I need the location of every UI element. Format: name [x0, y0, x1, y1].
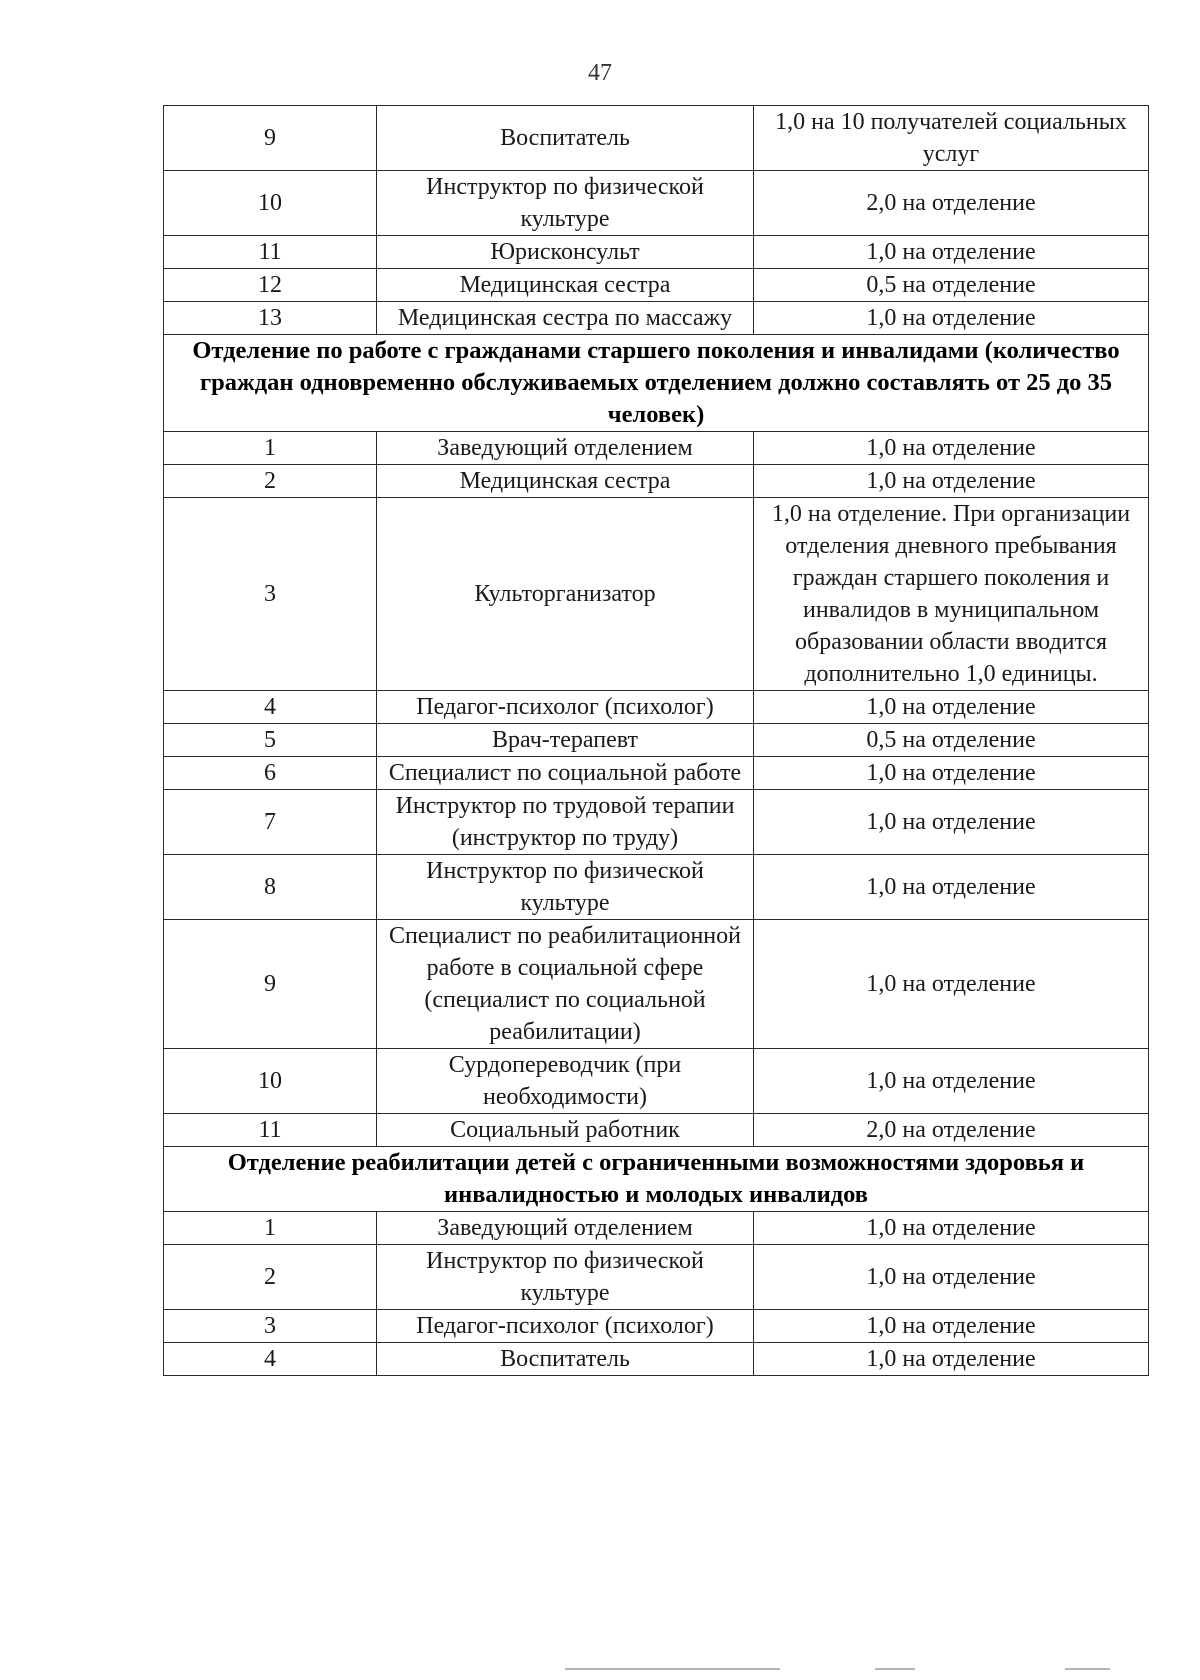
staff-norm: 1,0 на отделение. При организации отделения дневного пребывания граждан старшего поколения и инвалидов в муниципальном образовании области вводится дополнительно 1,0 единицы. — [754, 498, 1149, 691]
table-row — [164, 1049, 1149, 1114]
staff-norm: 1,0 на отделение — [754, 432, 1149, 465]
staff-norm: 1,0 на отделение — [754, 757, 1149, 790]
footer-rule — [1065, 1668, 1110, 1670]
row-number: 2 — [164, 465, 377, 498]
table-row — [164, 465, 1149, 498]
table-row — [164, 1245, 1149, 1310]
table-row — [164, 855, 1149, 920]
position-name: Воспитатель — [377, 106, 754, 171]
table-row — [164, 790, 1149, 855]
staff-norm: 0,5 на отделение — [754, 724, 1149, 757]
position-name: Культорганизатор — [377, 498, 754, 691]
row-number: 12 — [164, 269, 377, 302]
staff-norm: 1,0 на отделение — [754, 236, 1149, 269]
footer-rule — [875, 1668, 915, 1670]
row-number: 9 — [164, 106, 377, 171]
position-name: Педагог-психолог (психолог) — [377, 1310, 754, 1343]
section-header-row — [164, 335, 1149, 432]
staff-norm: 1,0 на отделение — [754, 465, 1149, 498]
position-name: Инструктор по физической культуре — [377, 171, 754, 236]
table-row — [164, 302, 1149, 335]
row-number: 6 — [164, 757, 377, 790]
table-row — [164, 1310, 1149, 1343]
page-number: 47 — [588, 60, 612, 86]
table-row — [164, 498, 1149, 691]
table-row — [164, 106, 1149, 171]
staff-norm: 1,0 на 10 получателей социальных услуг — [754, 106, 1149, 171]
row-number: 3 — [164, 498, 377, 691]
position-name: Медицинская сестра по массажу — [377, 302, 754, 335]
position-name: Врач-терапевт — [377, 724, 754, 757]
position-name: Педагог-психолог (психолог) — [377, 691, 754, 724]
footer-rule — [565, 1668, 780, 1670]
section-title: Отделение по работе с гражданами старшего поколения и инвалидами (количество граждан одновременно обслуживаемых отделением должно составлять от 25 до 35 человек) — [164, 335, 1149, 432]
table-row — [164, 1114, 1149, 1147]
row-number: 1 — [164, 432, 377, 465]
table-row — [164, 920, 1149, 1049]
staff-norm: 1,0 на отделение — [754, 1310, 1149, 1343]
position-name: Медицинская сестра — [377, 269, 754, 302]
staffing-table — [163, 105, 1149, 1376]
row-number: 7 — [164, 790, 377, 855]
position-name: Воспитатель — [377, 1343, 754, 1376]
table-row — [164, 432, 1149, 465]
position-name: Юрисконсульт — [377, 236, 754, 269]
table-row — [164, 236, 1149, 269]
row-number: 8 — [164, 855, 377, 920]
staff-norm: 1,0 на отделение — [754, 1049, 1149, 1114]
row-number: 2 — [164, 1245, 377, 1310]
staff-norm: 1,0 на отделение — [754, 1343, 1149, 1376]
table-row — [164, 1343, 1149, 1376]
position-name: Заведующий отделением — [377, 1212, 754, 1245]
staff-norm: 0,5 на отделение — [754, 269, 1149, 302]
row-number: 3 — [164, 1310, 377, 1343]
row-number: 1 — [164, 1212, 377, 1245]
staff-norm: 1,0 на отделение — [754, 1212, 1149, 1245]
table-row — [164, 171, 1149, 236]
staff-norm: 1,0 на отделение — [754, 1245, 1149, 1310]
row-number: 13 — [164, 302, 377, 335]
section-header-row — [164, 1147, 1149, 1212]
table-row — [164, 269, 1149, 302]
row-number: 4 — [164, 691, 377, 724]
position-name: Инструктор по физической культуре — [377, 1245, 754, 1310]
position-name: Сурдопереводчик (при необходимости) — [377, 1049, 754, 1114]
table-row — [164, 691, 1149, 724]
row-number: 10 — [164, 171, 377, 236]
row-number: 9 — [164, 920, 377, 1049]
position-name: Специалист по реабилитационной работе в социальной сфере (специалист по социальной реабилитации) — [377, 920, 754, 1049]
position-name: Специалист по социальной работе — [377, 757, 754, 790]
row-number: 11 — [164, 1114, 377, 1147]
staff-norm: 1,0 на отделение — [754, 790, 1149, 855]
staff-norm: 2,0 на отделение — [754, 1114, 1149, 1147]
table-row — [164, 757, 1149, 790]
position-name: Медицинская сестра — [377, 465, 754, 498]
position-name: Заведующий отделением — [377, 432, 754, 465]
staff-norm: 1,0 на отделение — [754, 302, 1149, 335]
staff-norm: 1,0 на отделение — [754, 691, 1149, 724]
row-number: 11 — [164, 236, 377, 269]
position-name: Инструктор по трудовой терапии (инструктор по труду) — [377, 790, 754, 855]
section-title: Отделение реабилитации детей с ограниченными возможностями здоровья и инвалидностью и молодых инвалидов — [164, 1147, 1149, 1212]
position-name: Социальный работник — [377, 1114, 754, 1147]
row-number: 10 — [164, 1049, 377, 1114]
table-row — [164, 1212, 1149, 1245]
staff-norm: 1,0 на отделение — [754, 855, 1149, 920]
table-row — [164, 724, 1149, 757]
position-name: Инструктор по физической культуре — [377, 855, 754, 920]
staff-norm: 2,0 на отделение — [754, 171, 1149, 236]
row-number: 4 — [164, 1343, 377, 1376]
row-number: 5 — [164, 724, 377, 757]
staff-norm: 1,0 на отделение — [754, 920, 1149, 1049]
